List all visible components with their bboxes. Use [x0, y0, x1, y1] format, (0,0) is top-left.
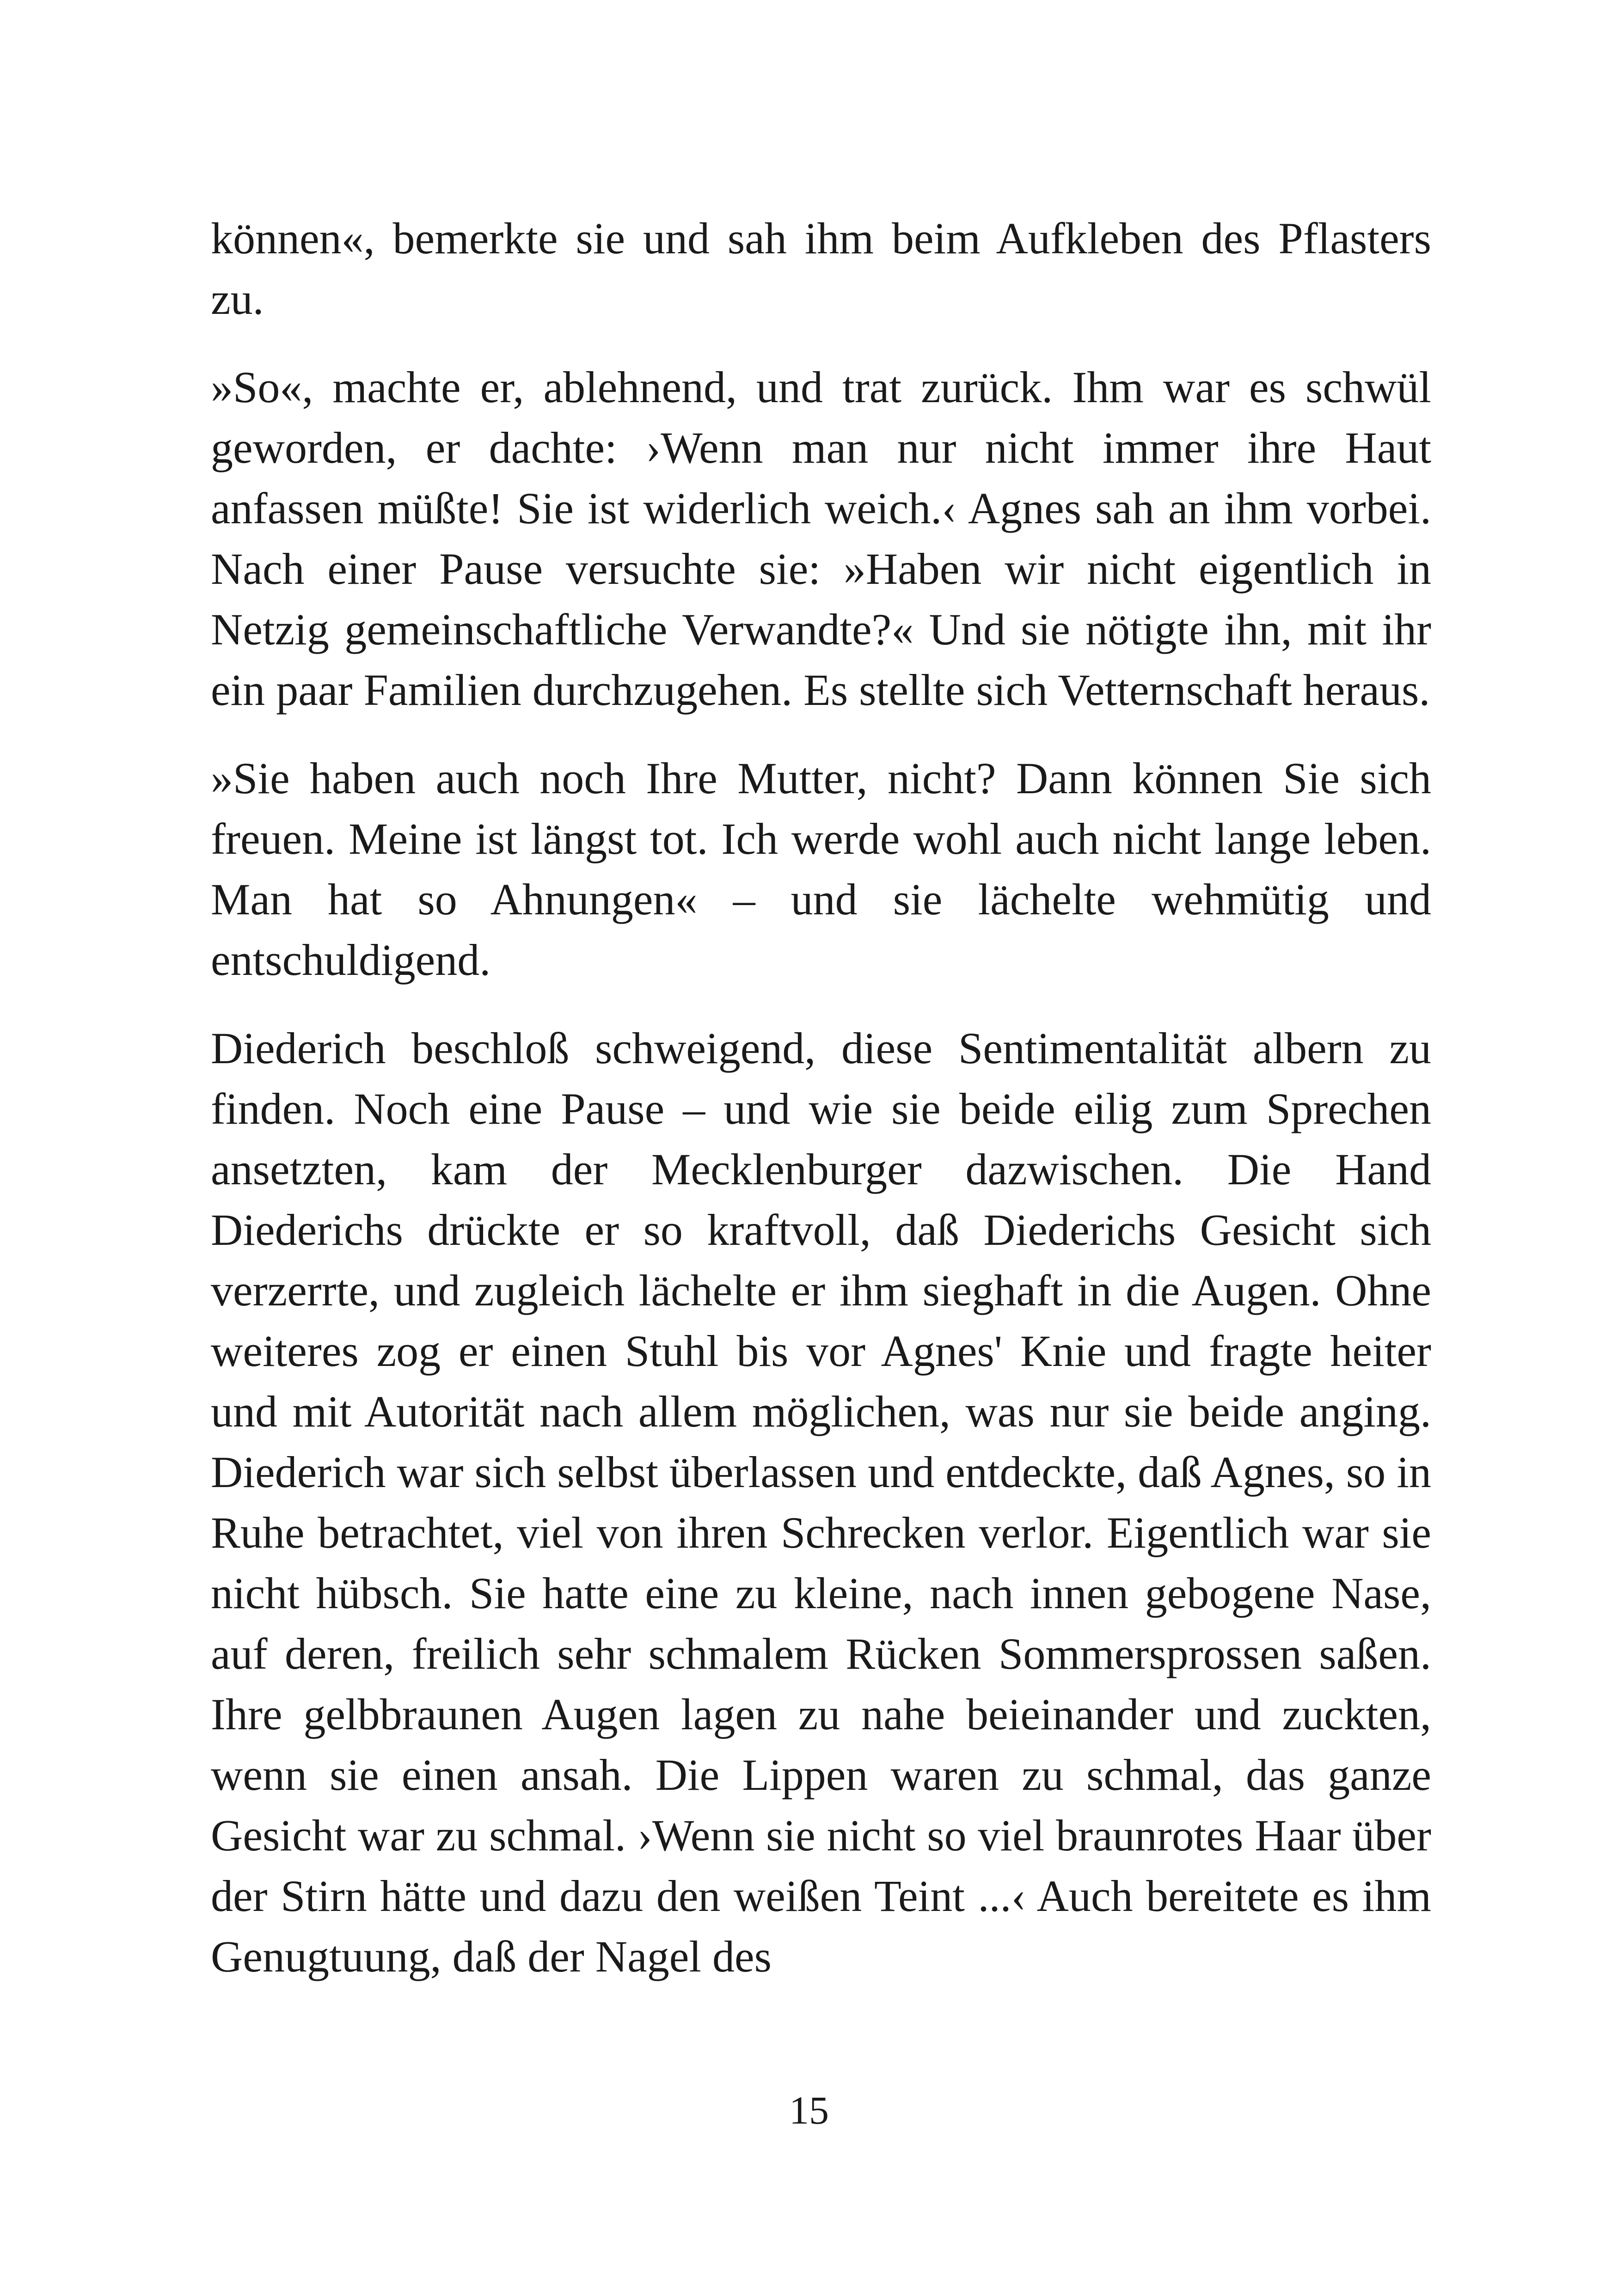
paragraph: Diederich beschloß schweigend, diese Sentimentalität albern zu finden. Noch eine Pause – und wie sie beide eilig zum Sprechen ansetzten, kam der Mecklenburger dazwischen. Die Hand Diederichs drückte er so kraftvoll, daß Diederichs Gesicht sich verzerrte, und zugleich lächelte er ihm sieghaft in die Augen. Ohne weiteres zog er einen Stuhl bis vor Agnes' Knie und fragte heiter und mit Autorität nach allem möglichen, was nur sie beide anging. Diederich war sich selbst überlassen und entdeckte, daß Agnes, so in Ruhe betrachtet, viel von ihren Schrecken verlor. Eigentlich war sie nicht hübsch. Sie hatte eine zu kleine, nach innen gebogene Nase, auf deren, freilich sehr schmalem Rücken Sommersprossen saßen. Ihre gelbbraunen Augen lagen zu nahe beieinander und zuckten, wenn sie einen ansah. Die Lippen waren zu schmal, das ganze Gesicht war zu schmal. ›Wenn sie nicht so viel braunrotes Haar über der Stirn hätte und dazu den weißen Teint ...‹ Auch bereitete es ihm Genugtuung, daß der Nagel des — [211, 1023, 1431, 1981]
page-number: 15 — [789, 2088, 829, 2132]
body-text — [211, 208, 1431, 1987]
paragraph: »Sie haben auch noch Ihre Mutter, nicht? Dann können Sie sich freuen. Meine ist längst tot. Ich werde wohl auch nicht lange leben. Man hat so Ahnungen« – und sie lächelte wehmütig und entschuldigend. — [211, 753, 1431, 985]
paragraph: »So«, machte er, ablehnend, und trat zurück. Ihm war es schwül geworden, er dachte: ›Wenn man nur nicht immer ihre Haut anfassen müßte! Sie ist widerlich weich.‹ Agnes sah an ihm vorbei. Nach einer Pause versuchte sie: »Haben wir nicht eigentlich in Netzig gemeinschaftliche Verwandte?« Und sie nötigte ihn, mit ihr ein paar Familien durchzugehen. Es stellte sich Vetternschaft heraus. — [211, 362, 1431, 715]
paragraph: können«, bemerkte sie und sah ihm beim Aufkleben des Pflasters zu. — [211, 214, 1431, 324]
